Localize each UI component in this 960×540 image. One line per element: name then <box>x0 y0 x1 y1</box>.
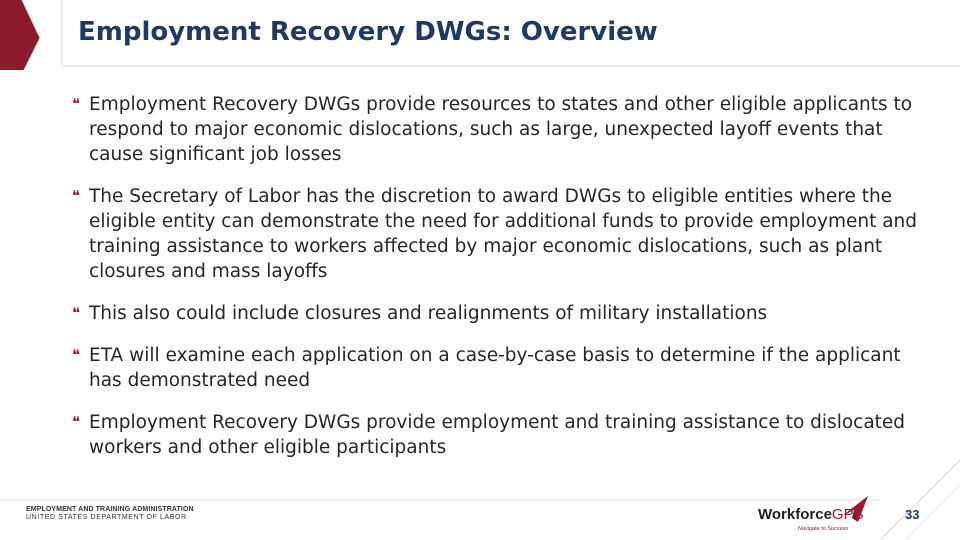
bullet-text: The Secretary of Labor has the discretion to award DWGs to eligible entities where the eligible entity can demonstrate the need for additional funds to provide employment and training assistance to workers affected by major economic dislocations, such as plant closures and mass layoffs <box>89 186 918 282</box>
bullet-item <box>72 92 932 167</box>
bullet-item <box>72 343 932 393</box>
dol-eta-logo <box>26 506 194 522</box>
quote-bullet-icon: ❝ <box>72 95 81 113</box>
slide-title: Employment Recovery DWGs: Overview <box>78 17 658 47</box>
workforcegps-wordmark: WorkforceGPS <box>758 506 864 523</box>
department-name: UNITED STATES DEPARTMENT OF LABOR <box>26 514 187 521</box>
bullet-text: ETA will examine each application on a case-by-case basis to determine if the applicant has demonstrated need <box>89 345 901 391</box>
quote-bullet-icon: ❝ <box>72 346 81 364</box>
bullet-text: Employment Recovery DWGs provide resources to states and other eligible applicants to respond to major economic dislocations, such as large, unexpected layoff events that cause significant job losses <box>89 94 913 165</box>
quote-bullet-icon: ❝ <box>72 413 81 431</box>
workforcegps-logo <box>758 494 878 534</box>
bullet-text: Employment Recovery DWGs provide employment and training assistance to dislocated workers and other eligible participants <box>89 412 906 458</box>
quote-bullet-icon: ❝ <box>72 187 81 205</box>
quote-bullet-icon: ❝ <box>72 304 81 322</box>
bullet-item <box>72 184 932 284</box>
logo-tagline: Navigate to Success <box>798 526 849 532</box>
page-number: 33 <box>905 507 920 522</box>
agency-name: EMPLOYMENT AND TRAINING ADMINISTRATION <box>26 506 194 513</box>
bullet-list <box>72 92 932 460</box>
header-red-chevron <box>0 0 40 70</box>
bullet-item <box>72 301 932 326</box>
bullet-text: This also could include closures and realignments of military installations <box>89 303 768 324</box>
